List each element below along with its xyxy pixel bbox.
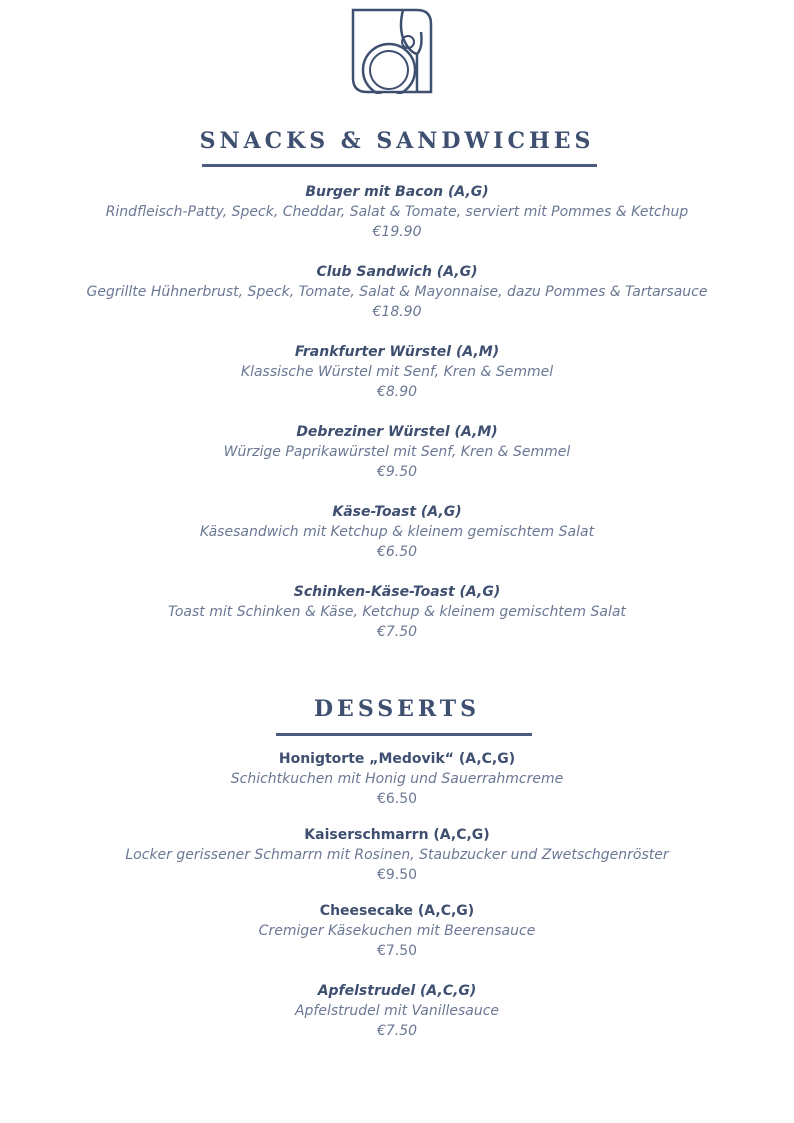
menu-item <box>0 422 794 482</box>
menu-item <box>0 342 794 402</box>
item-name: Club Sandwich (A,G) <box>316 264 478 280</box>
item-name: Debreziner Würstel (A,M) <box>296 424 498 440</box>
section-title-snacks: SNACKS & SANDWICHES <box>199 128 595 154</box>
item-price: €9.50 <box>376 867 418 883</box>
menu-item <box>0 582 794 642</box>
item-description: Würzige Paprikawürstel mit Senf, Kren & Semmel <box>223 444 571 460</box>
item-price: €9.50 <box>376 464 418 480</box>
menu-item <box>0 981 794 1041</box>
item-description: Apfelstrudel mit Vanillesauce <box>294 1003 500 1019</box>
item-description: Schichtkuchen mit Honig und Sauerrahmcreme <box>230 771 564 787</box>
menu-item <box>0 901 794 961</box>
item-description: Klassische Würstel mit Senf, Kren & Semmel <box>240 364 554 380</box>
menu-item <box>0 825 794 885</box>
item-name: Apfelstrudel (A,C,G) <box>317 983 477 999</box>
menu-item <box>0 262 794 322</box>
item-price: €19.90 <box>372 224 422 240</box>
item-price: €6.50 <box>376 544 418 560</box>
item-name: Honigtorte „Medovik“ (A,C,G) <box>278 751 516 767</box>
item-price: €7.50 <box>376 1023 418 1039</box>
menu-item <box>0 182 794 242</box>
section-divider <box>276 733 532 736</box>
item-name: Schinken-Käse-Toast (A,G) <box>293 584 501 600</box>
item-price: €7.50 <box>376 624 418 640</box>
section-title-desserts: DESSERTS <box>313 696 481 722</box>
item-description: Locker gerissener Schmarrn mit Rosinen, Staubzucker und Zwetschgenröster <box>125 847 669 863</box>
item-description: Rindfleisch-Patty, Speck, Cheddar, Salat & Tomate, serviert mit Pommes & Ketchup <box>105 204 689 220</box>
menu-item <box>0 502 794 562</box>
item-name: Cheesecake (A,C,G) <box>319 903 475 919</box>
item-name: Kaiserschmarrn (A,C,G) <box>304 827 490 843</box>
item-price: €6.50 <box>376 791 418 807</box>
section-divider <box>202 164 597 167</box>
item-name: Frankfurter Würstel (A,M) <box>294 344 500 360</box>
item-description: Gegrillte Hühnerbrust, Speck, Tomate, Salat & Mayonnaise, dazu Pommes & Tartarsauce <box>86 284 708 300</box>
item-description: Toast mit Schinken & Käse, Ketchup & kleinem gemischtem Salat <box>168 604 626 620</box>
item-price: €8.90 <box>376 384 418 400</box>
item-price: €7.50 <box>376 943 418 959</box>
item-name: Burger mit Bacon (A,G) <box>305 184 489 200</box>
item-description: Käsesandwich mit Ketchup & kleinem gemischtem Salat <box>199 524 595 540</box>
item-name: Käse-Toast (A,G) <box>332 504 462 520</box>
plate-and-fork-logo-icon <box>351 8 433 94</box>
item-description: Cremiger Käsekuchen mit Beerensauce <box>258 923 536 939</box>
item-price: €18.90 <box>372 304 422 320</box>
menu-item <box>0 749 794 809</box>
